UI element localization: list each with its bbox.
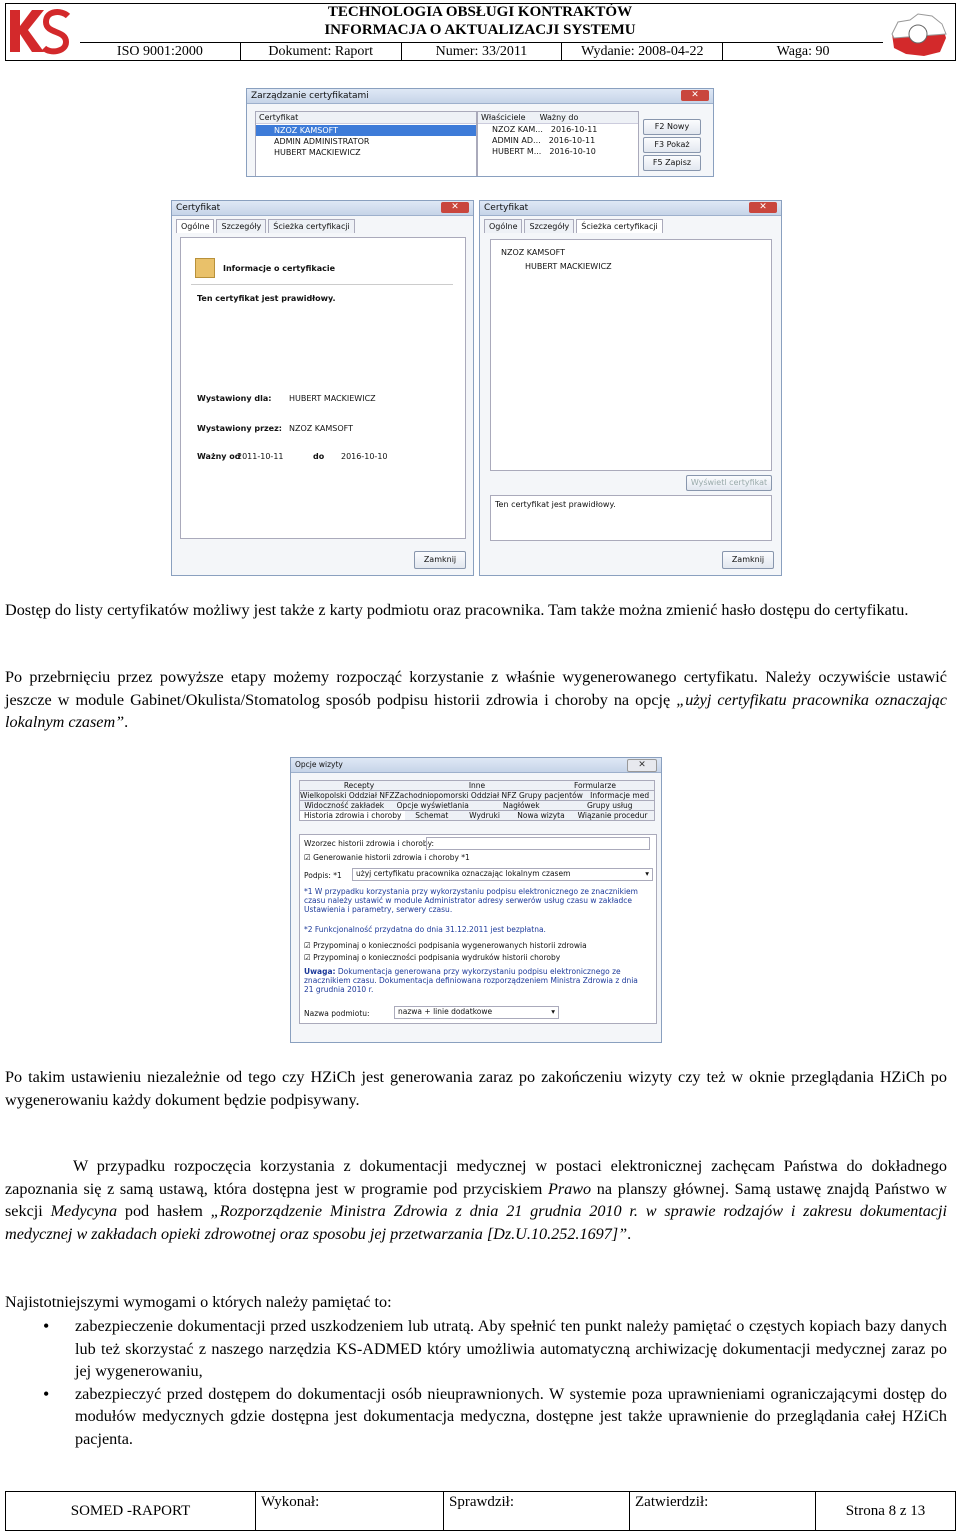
requirements-list [5,1315,947,1450]
tab-general[interactable]: Ogólne [176,219,214,233]
cert-path-window [479,200,782,576]
remind-checkbox-2[interactable]: ☑ Przypominaj o konieczności podpisania wydruków historii choroby [304,953,561,962]
owner-cell: NZOZ KAM... [492,125,543,134]
tab-inne[interactable]: Inne [468,781,486,790]
date-cell: 2016-10-11 [550,125,598,134]
cert-info-panel [180,237,466,539]
number-label: Numer: 33/2011 [401,43,562,61]
tree-root[interactable]: NZOZ KAMSOFT [501,248,565,257]
sign-value: użyj certyfikatu pracownika oznaczając lokalnym czasem [356,869,571,878]
page-footer [5,1491,956,1531]
p4-regulation: „Rozporządzenie Ministra Zdrowia z dnia 21 grudnia 2010 r. w sprawie rodzajów i zakresu dokumentacji medycznej w zakładach opieki zdrowotnej oraz sposobu jej przetwarzania [Dz.U.10.252.1697]” [5,1202,947,1243]
subject-select[interactable] [394,1006,559,1019]
note-2: *2 Funkcjonalność przydatna do dnia 31.12.2011 jest bezpłatna. [304,925,546,934]
weight-label: Waga: 90 [722,43,883,61]
cert-row[interactable]: HUBERT MACKIEWICZ [274,148,361,157]
certificate-icon [195,258,215,278]
save-button[interactable]: F5 Zapisz [643,155,701,171]
tab-wydruki[interactable]: Wydruki [469,811,500,820]
issued-to-value: HUBERT MACKIEWICZ [289,394,376,403]
close-button[interactable]: Zamknij [414,551,466,569]
tab-details[interactable]: Szczegóły [216,219,266,233]
tab-historia[interactable]: Historia zdrowia i choroby [300,811,405,820]
ks-logo-icon [6,4,74,58]
tab-widocznosc[interactable]: Widoczność zakładek [304,801,385,810]
note-1: *1 W przypadku korzystania przy wykorzystaniu podpisu elektronicznego ze znacznikiem czasu należy ustawić w module Administrator adresy serwerów usług czasu w zakładce Ustawienia i parametry, serwery czasu. [304,887,638,914]
p4-e: pod hasłem [117,1202,211,1220]
footer-doc: SOMED -RAPORT [70,1503,191,1519]
header-meta-row [80,42,883,61]
issued-to-label: Wystawiony dla: [197,394,272,403]
info-title: Informacje o certyfikacie [223,264,336,273]
date-cell: 2016-10-10 [549,147,596,156]
close-icon[interactable]: ✕ [627,759,657,772]
sign-label: Podpis: *1 [304,871,342,880]
valid-to-value: 2016-10-10 [341,452,388,461]
chevron-down-icon: ▾ [645,869,649,878]
list-item: • zabezpieczenie dokumentacji przed uszkodzeniem lub utratą. Aby spełnić ten punkt należy pamiętać o częstych kopiach bazy danych lub też skorzystać z naszego narzędzia KS-ADMED który umożliwia automatyczną archiwizację dokumentacji medycznej zaraz po jej wygenerowaniu, [5,1315,947,1383]
cert-manager-titlebar [247,89,713,104]
cert-title: Certyfikat [176,203,221,213]
cert-general-window [171,200,474,576]
warn-text: Dokumentacja generowana przy wykorzystaniu podpisu elektronicznego ze znacznikiem czasu. Dokumentacja definiowana rozporządzeniem Ministra Zdrowia z dnia 21 grudnia 2010 r. [304,967,638,994]
close-icon[interactable]: ✕ [749,202,777,213]
options-panel [299,834,657,1024]
header-title-1: TECHNOLOGIA OBSŁUGI KONTRAKTÓW [327,4,633,20]
p4-medycyna: Medycyna [50,1202,118,1220]
remind-label-2: Przypominaj o konieczności podpisania wydruków historii choroby [313,953,561,962]
cert-title: Certyfikat [484,203,529,213]
cert-manager-title: Zarządzanie certyfikatami [251,91,369,101]
document-label: Dokument: Raport [240,43,401,61]
issued-by-value: NZOZ KAMSOFT [289,424,353,433]
tab-naglowek[interactable]: Nagłówek [502,801,540,810]
remind-label: Przypominaj o konieczności podpisania wygenerowanych historii zdrowia [313,941,587,950]
close-icon[interactable]: ✕ [681,90,709,101]
owner-cell: HUBERT M... [492,147,542,156]
footer-made-by: Wykonał: [255,1492,443,1530]
col-owners: Właściciele [481,113,526,122]
footer-approved-by: Zatwierdził: [629,1492,815,1530]
tab-zachodniopomorski[interactable]: Zachodniopomorski Oddział NFZ [394,791,517,800]
paragraph-3: Po takim ustawieniu niezależnie od tego czy HZiCh jest generowania zaraz po zakończeniu wizyty czy też w oknie przeglądania HZiCh po wygenerowaniu każdy dokument będzie podpisywany. [5,1068,947,1109]
paragraph-1: Dostęp do listy certyfikatów możliwy jest także z karty podmiotu oraz pracownika. Tam także można zmienić hasło dostępu do certyfikatu. [5,601,909,619]
para2-end: . [124,713,129,731]
visit-options-window [290,757,662,1043]
warn-label: Uwaga: [304,967,336,976]
p4-prawo: Prawo [547,1179,592,1198]
valid-from-label: Ważny od [197,452,241,461]
tab-grupy-uslug[interactable]: Grupy usług [586,801,633,810]
sign-select[interactable] [352,868,653,881]
tab-opcje-wyswietlania[interactable]: Opcje wyświetlania [396,801,469,810]
cert-path-tree[interactable] [490,239,772,471]
footer-page: Strona 8 z 13 [815,1492,955,1530]
owner-list[interactable] [477,111,639,177]
para2-text: Po przebrnięciu przez powyższe etapy możemy rozpocząć korzystanie z właśnie wygenerowanego certyfikatu. Należy oczywiście ustawić jeszcze w module Gabinet/Okulista/Stomatolog sposób podpisu historii zdrowia i choroby na opcję [5,668,947,709]
template-field[interactable] [426,837,650,850]
new-button[interactable]: F2 Nowy [643,119,701,135]
tab-nowa-wizyta[interactable]: Nowa wizyta [517,811,565,820]
tab-informacje-med[interactable]: Informacje med [590,791,650,800]
cert-row[interactable]: NZOZ KAMSOFT [256,125,476,136]
date-cell: 2016-10-11 [548,136,596,145]
paragraph-2 [5,666,947,734]
subject-label: Nazwa podmiotu: [304,1009,370,1018]
issued-by-label: Wystawiony przez: [197,424,282,433]
remind-checkbox[interactable]: ☑ Przypominaj o konieczności podpisania wygenerowanych historii zdrowia [304,941,587,950]
cert-status-box [490,495,772,541]
cert-manager-window [246,88,714,177]
edition-label: Wydanie: 2008-04-22 [561,43,722,61]
valid-text: Ten certyfikat jest prawidłowy. [197,294,336,303]
cert-status-text: Ten certyfikat jest prawidłowy. [495,500,616,509]
show-button[interactable]: F3 Pokaż [643,137,701,153]
cert-row[interactable]: ADMIN ADMINISTRATOR [274,137,370,146]
tab-wiazanie[interactable]: Wiązanie procedur [577,811,648,820]
col-cert: Certyfikat [256,112,476,124]
cert-list[interactable] [255,111,477,177]
para2-italic: „użyj certyfikatu pracownika oznaczając lokalnym czasem” [5,690,947,731]
close-icon[interactable]: ✕ [441,202,469,213]
p4-c: na planszy głównej. Samą ustawę znajdą Państwo w sekcji [5,1179,947,1220]
col-valid: Ważny do [539,113,579,122]
subject-value: nazwa + linie dodatkowe [398,1007,493,1016]
owner-cell: ADMIN AD... [492,136,541,145]
iso-label: ISO 9001:2000 [116,44,203,59]
tab-formularze[interactable]: Formularze [574,781,616,790]
footer-checked-by: Sprawdził: [443,1492,629,1530]
paragraph-4 [5,1155,947,1245]
tab-details[interactable]: Szczegóły [524,219,574,233]
close-button[interactable]: Zamknij [722,551,774,569]
options-tabs [299,780,655,821]
p4-a: W przypadku rozpoczęcia korzystania z dokumentacji medycznej w postaci elektronicznej zachęcam Państwa do dokładnego zapoznania się z samą ustawą, która dostępna jest w programie pod przyciskiem [5,1157,947,1198]
tab-general[interactable]: Ogólne [484,219,522,233]
warn-block [304,967,644,994]
tab-wielkopolski[interactable]: Wielkopolski Oddział NFZ [300,791,395,800]
template-label: Wzorzec historii zdrowia i choroby: [304,839,435,848]
tree-child[interactable]: HUBERT MACKIEWICZ [525,262,612,271]
chevron-down-icon: ▾ [551,1007,555,1016]
valid-to-label: do [313,452,325,461]
paragraph-5: Najistotniejszymi wymogami o których należy pamiętać to: [5,1293,392,1311]
osoz-logo-icon [884,4,954,58]
list-item: • zabezpieczyć przed dostępem do dokumentacji osób nieuprawnionych. W systemie poza uprawnieniami ograniczającymi dostęp do modułów medycznych gdzie dostępna jest dokumentacja medyczna, dostępne jest także uprawnienie do przeglądania całej HZiCh pacjenta. [5,1383,947,1451]
tab-grupy-pacjentow[interactable]: Grupy pacjentów [519,791,583,800]
tab-schemat[interactable]: Schemat [415,811,449,820]
generate-label: Generowanie historii zdrowia i choroby *1 [313,853,470,862]
valid-from-value: 2011-10-11 [237,452,284,461]
tab-path[interactable]: Ścieżka certyfikacji [576,219,663,233]
tab-recepty[interactable]: Recepty [343,781,375,790]
p4-g: . [627,1224,632,1243]
options-title: Opcje wizyty [295,760,343,769]
header-title-2: INFORMACJA O AKTUALIZACJI SYSTEMU [324,22,636,38]
generate-checkbox[interactable]: ☑ Generowanie historii zdrowia i choroby *1 [304,853,470,862]
tab-path[interactable]: Ścieżka certyfikacji [268,219,355,233]
view-cert-button[interactable]: Wyświetl certyfikat [686,475,772,491]
